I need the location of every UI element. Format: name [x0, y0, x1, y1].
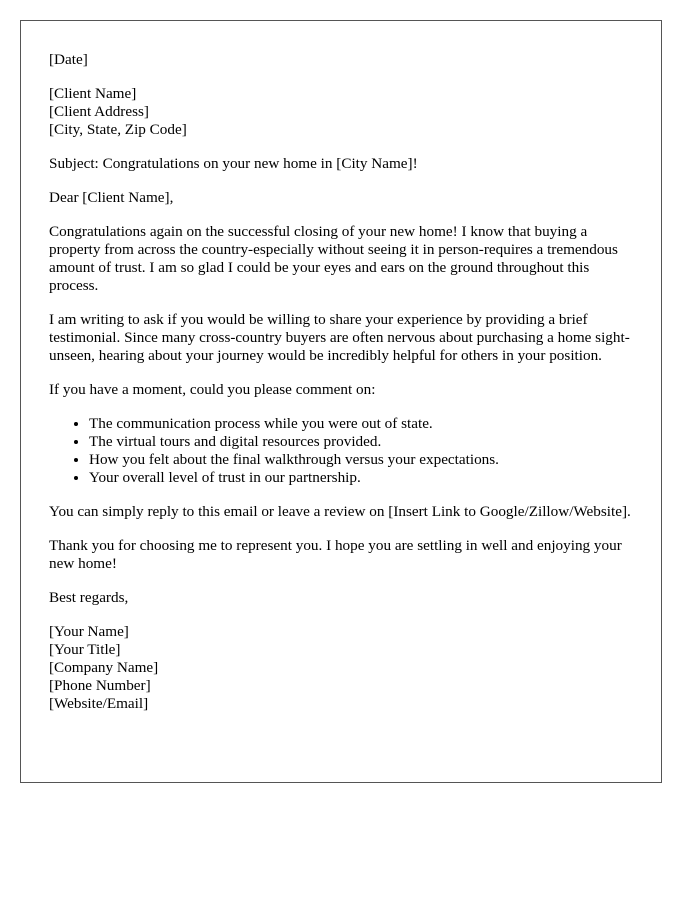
- list-item: • The communication process while you were out of state.: [89, 415, 633, 433]
- body-paragraph-prompt: If you have a moment, could you please comment on:: [49, 381, 376, 398]
- letter-subject: Subject: Congratulations on your new home in [City Name]!: [49, 155, 418, 172]
- recipient-name: [Client Name]: [49, 85, 137, 102]
- signature-title: [Your Title]: [49, 641, 121, 658]
- letter-date: [Date]: [49, 51, 88, 68]
- letter-closing: Best regards,: [49, 589, 129, 606]
- signature-block: [49, 623, 633, 713]
- list-item: • How you felt about the final walkthrough versus your expectations.: [89, 451, 633, 469]
- body-paragraph-request: I am writing to ask if you would be willing to share your experience by providing a brief testimonial. Since many cross-country buyers are often nervous about purchasing a home sight-unseen, hearing about your journey would be incredibly helpful for others in your position.: [49, 311, 630, 364]
- list-item: • Your overall level of trust in our partnership.: [89, 469, 633, 487]
- recipient-address: [Client Address]: [49, 103, 149, 120]
- signature-company: [Company Name]: [49, 659, 159, 676]
- comment-topics-list: [49, 415, 633, 487]
- letter-salutation: Dear [Client Name],: [49, 189, 174, 206]
- body-paragraph-intro: Congratulations again on the successful closing of your new home! I know that buying a property from across the country-especially without seeing it in person-requires a tremendous amount of trust. I am so glad I could be your eyes and ears on the ground throughout this process.: [49, 223, 618, 294]
- letter-page: [20, 20, 662, 783]
- recipient-city-state-zip: [City, State, Zip Code]: [49, 121, 187, 138]
- signature-name: [Your Name]: [49, 623, 129, 640]
- list-item: • The virtual tours and digital resources provided.: [89, 433, 633, 451]
- body-paragraph-thanks: Thank you for choosing me to represent you. I hope you are settling in well and enjoying your new home!: [49, 537, 622, 572]
- signature-website-email: [Website/Email]: [49, 695, 149, 712]
- signature-phone: [Phone Number]: [49, 677, 151, 694]
- body-paragraph-review-link: You can simply reply to this email or leave a review on [Insert Link to Google/Zillow/Website].: [49, 503, 631, 520]
- recipient-address-block: [49, 85, 633, 139]
